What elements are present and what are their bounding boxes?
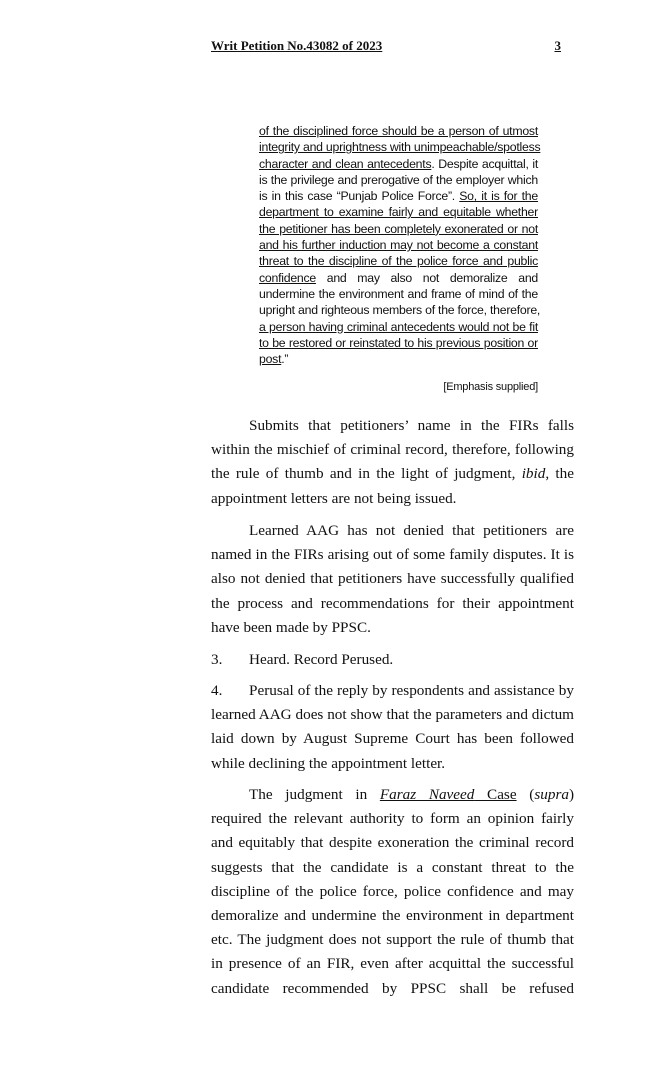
quote-line	[259, 156, 538, 172]
quote-line	[259, 188, 538, 204]
paragraph-line	[211, 679, 574, 703]
paragraph-submits	[211, 414, 574, 511]
paragraph-line: Learned AAG has not denied that petitioners are	[249, 522, 574, 539]
paragraph-line: Submits that petitioners’ name in the FIRs falls	[249, 417, 574, 434]
paragraph-line: demoralize and undermine the environment in department	[211, 906, 574, 924]
paragraph-line: etc. The judgment does not support the rule of thumb that	[211, 931, 574, 949]
quote-line: upright and righteous members of the force, therefore,	[259, 303, 541, 318]
block-quote	[259, 123, 541, 367]
quote-line: department to examine fairly and equitable whether	[259, 205, 538, 220]
paragraph-line: laid down by August Supreme Court has been followed	[211, 730, 574, 748]
quote-line	[259, 270, 538, 286]
italic-text: supra	[534, 786, 569, 803]
quote-line	[259, 351, 538, 367]
paragraph-number: 4.	[211, 682, 223, 699]
case-title: Writ Petition No.43082 of 2023	[211, 38, 383, 53]
text-segment: )	[568, 786, 575, 803]
page-header	[211, 38, 561, 56]
paragraph-line: suggests that the candidate is a constant threat to the	[211, 858, 574, 876]
quote-text: .”	[281, 352, 289, 367]
quote-line: and his further induction may not become a constant	[259, 238, 538, 253]
paragraph-line: within the mischief of criminal record, therefore, following	[211, 441, 574, 459]
quote-underlined-text: So, it is for the	[459, 189, 538, 204]
paragraph-line: candidate recommended by PPSC shall be refused	[211, 979, 574, 997]
paragraph-number: 3.	[211, 651, 223, 668]
quote-text: and may also not demoralize and	[315, 270, 538, 285]
text-segment: The judgment in	[249, 786, 380, 803]
text-segment: the rule of thumb and in the light of judgment,	[211, 465, 522, 483]
paragraph-line: discipline of the police force, police confidence and may	[211, 882, 574, 900]
quote-line: the petitioner has been completely exonerated or not	[259, 221, 538, 236]
text-segment: , the	[545, 465, 574, 483]
paragraph-line: have been made by PPSC.	[211, 618, 371, 636]
paragraph-line: required the relevant authority to form an opinion fairly	[211, 810, 574, 828]
paragraph-4	[211, 679, 574, 776]
case-name: Faraz Naveed	[379, 786, 475, 803]
paragraph-aag	[211, 519, 574, 640]
paragraph-line	[211, 783, 574, 807]
page-number: 3	[554, 38, 561, 53]
quote-line: threat to the discipline of the police force and public	[259, 254, 538, 269]
paragraph-line: in presence of an FIR, even after acquittal the successful	[211, 955, 574, 973]
text-segment: Case	[474, 786, 517, 803]
paragraph-line: the process and recommendations for their appointment	[211, 594, 574, 612]
paragraph-judgment	[211, 783, 574, 1001]
paragraph-line: learned AAG does not show that the parameters and dictum	[211, 706, 574, 724]
quote-line: of the disciplined force should be a person of utmost	[259, 124, 538, 138]
paragraph-line: and equitably that despite exoneration the criminal record	[211, 834, 574, 852]
quote-line: to be restored or reinstated to his previous position or	[259, 335, 538, 350]
quote-underlined-text: post	[259, 352, 282, 367]
quote-line: undermine the environment and frame of mind of the	[259, 286, 538, 301]
quote-line: integrity and uprightness with unimpeachable/spotless	[259, 140, 541, 155]
text-segment: Perusal of the reply by respondents and assistance by	[249, 682, 574, 699]
quote-text: . Despite acquittal, it	[431, 156, 538, 171]
quote-underlined-text: confidence	[259, 270, 316, 285]
paragraph-line: appointment letters are not being issued.	[211, 489, 457, 507]
paragraph-line: also not denied that petitioners have successfully qualified	[211, 570, 574, 588]
paragraph-line	[211, 648, 574, 672]
paragraph-line	[211, 462, 574, 486]
quote-line: a person having criminal antecedents would not be fit	[259, 319, 538, 334]
text-segment: Heard. Record Perused.	[249, 651, 394, 668]
paragraph-line: while declining the appointment letter.	[211, 754, 446, 772]
quote-text: is in this case “Punjab Police Force”.	[259, 189, 460, 204]
emphasis-note: [Emphasis supplied]	[443, 381, 538, 393]
paragraph-3	[211, 648, 574, 672]
paragraph-line: named in the FIRs arising out of some family disputes. It is	[211, 546, 574, 564]
text-segment: (	[516, 786, 535, 803]
italic-text: ibid	[521, 465, 546, 483]
quote-line: is the privilege and prerogative of the employer which	[259, 172, 538, 187]
quote-underlined-text: character and clean antecedents	[259, 156, 432, 171]
